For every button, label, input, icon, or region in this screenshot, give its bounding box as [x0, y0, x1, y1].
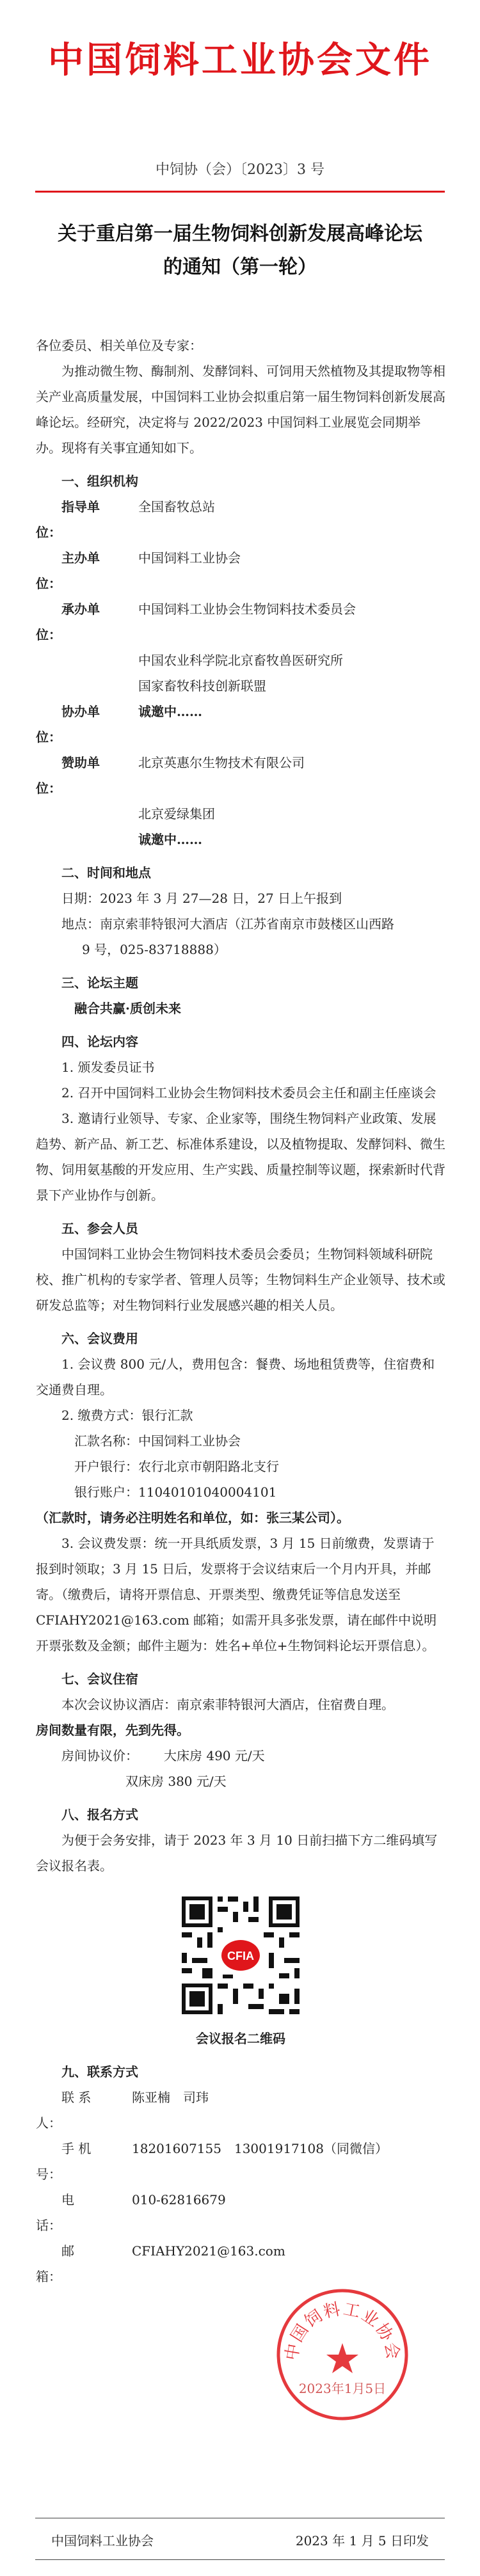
guide-unit-value: 全国畜牧总站: [138, 499, 215, 514]
price-2: 双床房 380 元/天: [125, 1774, 227, 1789]
host-unit-value: 中国饲料工业协会: [138, 550, 241, 566]
attendees-text: 中国饲料工业协会生物饲料技术委员会委员；生物饲料领域科研院校、推广机构的专家学者、管理人员等；生物饲料生产企业领导、技术或研发总监等；对生物饲料行业发展感兴趣的相关人员。: [36, 1246, 445, 1313]
contact-email-label: 邮 箱：: [36, 2243, 100, 2284]
contact-mobile-value: 18201607155 13001917108（同微信）: [132, 2141, 388, 2156]
co-unit-value: 诚邀中……: [138, 704, 202, 719]
organizer-unit-value: 中国饲料工业协会生物饲料技术委员会: [138, 601, 356, 617]
forum-theme: 融合共赢·质创未来: [74, 1001, 181, 1016]
contact-person-row: [36, 2085, 445, 2136]
sponsor-unit-label: 赞助单位：: [36, 755, 100, 796]
event-place: 地点：南京索菲特银河大酒店（江苏省南京市鼓楼区山西路: [61, 916, 394, 932]
section-heading-theme: 三、论坛主题: [61, 975, 138, 990]
document-masthead: 中国饲料工业协会文件: [48, 39, 432, 81]
sponsor-unit-value: 北京爱绿集团: [138, 806, 215, 822]
section-heading-org: 一、组织机构: [61, 473, 138, 489]
section-heading-contact: 九、联系方式: [61, 2064, 138, 2079]
section-heading-lodging: 七、会议住宿: [61, 1671, 138, 1687]
section-heading-fees: 六、会议费用: [61, 1331, 138, 1346]
document-number: 中饲协（会）〔2023〕3 号: [156, 162, 324, 178]
sponsor-unit-value: 北京英惠尔生物技术有限公司: [138, 755, 305, 770]
document-title: [38, 218, 442, 284]
sponsor-unit-value: 诚邀中……: [138, 832, 202, 847]
organizer-unit-row: [36, 596, 445, 648]
host-unit-label: 主办单位：: [36, 550, 100, 591]
document-footer: [51, 2531, 429, 2549]
footer-bottom-rule: [35, 2559, 445, 2560]
qr-logo-text: CFIA: [227, 1950, 254, 1962]
qr-code-graphic: [177, 1891, 305, 2019]
content-item-2: 2. 召开中国饲料工业协会生物饲料技术委员会主任和副主任座谈会: [61, 1085, 436, 1101]
section-heading-content: 四、论坛内容: [61, 1034, 138, 1049]
contact-person-label: 联 系 人：: [36, 2090, 92, 2131]
red-divider: [35, 191, 445, 193]
contact-phone-value: 010-62816679: [132, 2192, 226, 2207]
footer-issue-date: 2023 年 1 月 5 日印发: [295, 2533, 429, 2548]
price-label: 房间协议价：: [61, 1748, 138, 1763]
content-item-1: 1. 颁发委员证书: [61, 1060, 155, 1075]
remit-note: （汇款时，请务必注明姓名和单位，如：张三某公司）。: [36, 1510, 349, 1525]
organizer-unit-label: 承办单位：: [36, 601, 100, 642]
intro-paragraph: 为推动微生物、酶制剂、发酵饲料、可饲用天然植物及其提取物等相关产业高质量发展，中国饲料工业协会拟重启第一届生物饲料创新发展高峰论坛。经研究，决定将与 2022/2023 中国饲料工业展览会同期举办。现将有关事宜通知如下。: [36, 363, 445, 456]
document-body: [36, 333, 445, 2289]
svg-text:2023年1月5日: 2023年1月5日: [298, 2381, 387, 2396]
price-1: 大床房 490 元/天: [164, 1748, 265, 1763]
contact-mobile-label: 手 机 号：: [36, 2141, 92, 2182]
co-unit-label: 协办单位：: [36, 704, 100, 745]
bank-account: 银行账户：11040101040004101: [74, 1484, 277, 1500]
qr-caption: 会议报名二维码: [196, 2031, 285, 2046]
guide-unit-row: [36, 494, 445, 545]
bank-name: 开户银行：农行北京市朝阳路北支行: [74, 1459, 279, 1474]
lodging-text: 本次会议协议酒店：南京索菲特银河大酒店，住宿费自理。: [61, 1697, 394, 1712]
contact-person-value: 陈亚楠 司玮: [132, 2090, 209, 2105]
section-heading-signup: 八、报名方式: [61, 1807, 138, 1822]
svg-text:中国饲料工业协会: 中国饲料工业协会: [282, 2300, 403, 2362]
event-place-cont: 9 号，025-83718888）: [82, 942, 227, 957]
title-line-1: 关于重启第一届生物饲料创新发展高峰论坛: [58, 223, 422, 245]
sponsor-unit-row: [36, 750, 445, 801]
registration-qr-code[interactable]: [177, 1891, 305, 2019]
title-line-2: 的通知（第一轮）: [163, 256, 317, 278]
salutation: 各位委员、相关单位及专家：: [36, 338, 202, 353]
organizer-unit-value: 中国农业科学院北京畜牧兽医研究所: [138, 653, 343, 668]
contact-phone-row: [36, 2187, 445, 2238]
footer-issuer: 中国饲料工业协会: [51, 2533, 154, 2548]
official-seal: [272, 2284, 413, 2425]
contact-phone-label: 电 话：: [36, 2192, 100, 2233]
price-row: [36, 1743, 445, 1769]
organizer-unit-value: 国家畜牧科技创新联盟: [138, 678, 266, 694]
guide-unit-label: 指导单位：: [36, 499, 100, 540]
fee-item-3: 3. 会议费发票：统一开具纸质发票，3 月 15 日前缴费，发票请于报到时领取；3 月 15 日后，发票将于会议结束后一个月内开具，并邮寄。（缴费后，请将开票信息、开票类型、缴费凭证等信息发送至 CFIAHY2021@163.com 邮箱；如需开具多张发票，请在邮件中说明开票张数及金额；邮件主题为：姓名+单位+生物饲料论坛开票信息）。: [36, 1536, 437, 1653]
fee-item-2: 2. 缴费方式：银行汇款: [61, 1408, 193, 1423]
account-name: 汇款名称：中国饲料工业协会: [74, 1433, 241, 1449]
section-heading-time: 二、时间和地点: [61, 865, 151, 880]
event-date: 日期：2023 年 3 月 27—28 日，27 日上午报到: [61, 891, 342, 906]
contact-mobile-row: [36, 2136, 445, 2187]
fee-item-1: 1. 会议费 800 元/人，费用包含：餐费、场地租赁费等，住宿费和交通费自理。: [36, 1356, 435, 1397]
section-heading-attendees: 五、参会人员: [61, 1221, 138, 1236]
contact-email-row: [36, 2238, 445, 2289]
co-unit-row: [36, 699, 445, 750]
lodging-limited: 房间数量有限，先到先得。: [36, 1722, 189, 1738]
signup-text: 为便于会务安排，请于 2023 年 3 月 10 日前扫描下方二维码填写会议报名表。: [36, 1833, 438, 1873]
host-unit-row: [36, 545, 445, 596]
contact-email-value: CFIAHY2021@163.com: [132, 2243, 285, 2259]
content-item-3: 3. 邀请行业领导、专家、企业家等，围绕生物饲料产业政策、发展趋势、新产品、新工艺、标准体系建设，以及植物提取、发酵饲料、微生物、饲用氨基酸的开发应用、生产实践、质量控制等议题，探索新时代背景下产业协作与创新。: [36, 1111, 445, 1203]
